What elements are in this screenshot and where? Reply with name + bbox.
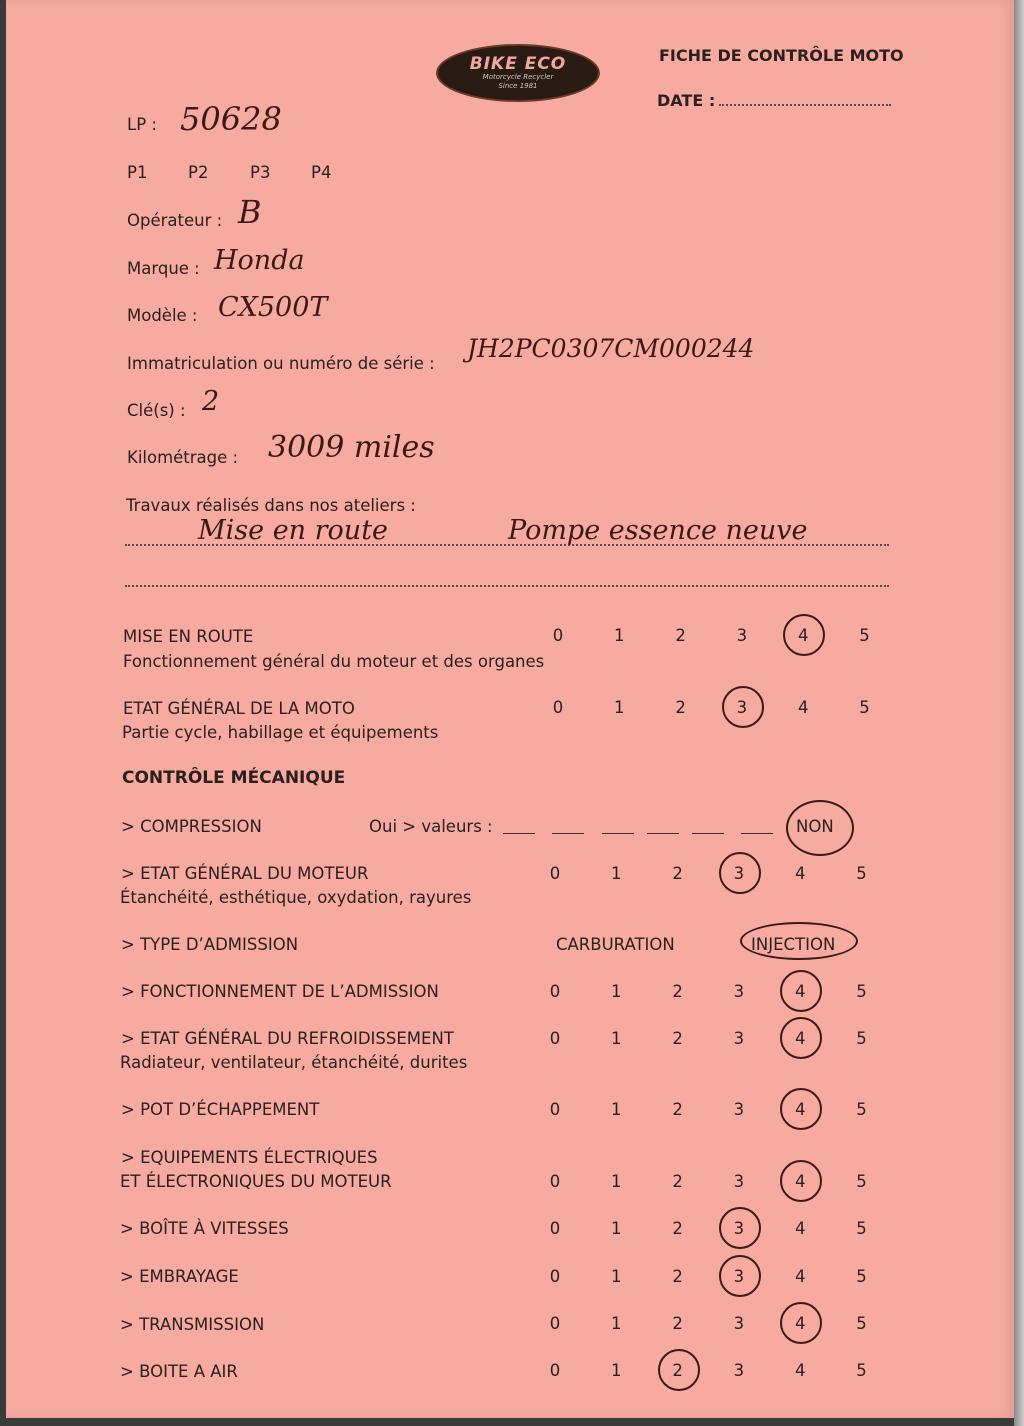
travaux-value-2: Pompe essence neuve	[508, 515, 808, 546]
compression-value-6[interactable]	[741, 833, 773, 834]
transmission-option-5[interactable]: 5	[856, 1314, 867, 1333]
travaux-value-1: Mise en route	[198, 515, 389, 546]
transmission-option-3[interactable]: 3	[733, 1314, 745, 1333]
refroidissement-option-0[interactable]: 0	[549, 1029, 561, 1048]
boite-air-option-5[interactable]: 5	[856, 1361, 867, 1380]
refroidissement-option-2[interactable]: 2	[672, 1029, 683, 1048]
boite-air-title: > BOITE A AIR	[120, 1362, 238, 1381]
moteur-option-5[interactable]: 5	[856, 864, 867, 883]
embrayage-title: > EMBRAYAGE	[120, 1267, 239, 1286]
compression-label: > COMPRESSION	[121, 817, 262, 836]
electrique-option-0[interactable]: 0	[549, 1172, 561, 1191]
marque-label: Marque :	[127, 259, 200, 278]
marque-value[interactable]: Honda	[214, 245, 305, 276]
operateur-label: Opérateur :	[127, 211, 223, 230]
admission-type-label: > TYPE D’ADMISSION	[121, 935, 299, 954]
moteur-option-0[interactable]: 0	[549, 864, 561, 883]
boite-vitesses-selected-circle	[719, 1207, 761, 1249]
moteur-subtitle: Étanchéité, esthétique, oxydation, rayures	[120, 888, 472, 907]
boite-vitesses-option-1[interactable]: 1	[611, 1219, 622, 1238]
compression-value-5[interactable]	[692, 833, 724, 834]
embrayage-option-1[interactable]: 1	[611, 1267, 622, 1286]
electrique-subtitle: ET ÉLECTRONIQUES DU MOTEUR	[120, 1172, 392, 1191]
modele-value[interactable]: CX500T	[218, 292, 328, 323]
admission-option-2[interactable]: 2	[672, 982, 683, 1001]
transmission-title: > TRANSMISSION	[120, 1315, 265, 1334]
mise-en-route-option-3[interactable]: 3	[736, 626, 748, 645]
echappement-option-3[interactable]: 3	[733, 1100, 745, 1119]
admission-carburation[interactable]: CARBURATION	[556, 935, 675, 954]
logo-tagline: Motorcycle Recycler	[482, 73, 554, 81]
echappement-selected-circle	[780, 1088, 822, 1130]
electrique-option-1[interactable]: 1	[611, 1172, 622, 1191]
admission-option-5[interactable]: 5	[856, 982, 867, 1001]
mise-en-route-selected-circle	[783, 614, 825, 656]
compression-non-label[interactable]: NON	[796, 817, 834, 836]
compression-value-2[interactable]	[552, 833, 584, 834]
mise-en-route-option-1[interactable]: 1	[614, 626, 625, 645]
moteur-option-1[interactable]: 1	[611, 864, 622, 883]
echappement-title: > POT D’ÉCHAPPEMENT	[121, 1100, 320, 1119]
admission-option-3[interactable]: 3	[733, 982, 745, 1001]
boite-air-option-4[interactable]: 4	[794, 1361, 806, 1380]
cles-value[interactable]: 2	[202, 386, 220, 417]
boite-vitesses-title: > BOÎTE À VITESSES	[120, 1219, 289, 1238]
position-p4[interactable]: P4	[311, 163, 332, 182]
travaux-line-2[interactable]	[125, 585, 889, 587]
boite-vitesses-option-5[interactable]: 5	[856, 1219, 867, 1238]
admission-injection[interactable]: INJECTION	[751, 935, 836, 954]
electrique-option-2[interactable]: 2	[672, 1172, 683, 1191]
admission-option-1[interactable]: 1	[611, 982, 622, 1001]
electrique-option-5[interactable]: 5	[856, 1172, 867, 1191]
cles-label: Clé(s) :	[127, 401, 186, 420]
moteur-title: > ETAT GÉNÉRAL DU MOTEUR	[121, 864, 369, 883]
date-field[interactable]	[719, 104, 891, 106]
position-p2[interactable]: P2	[188, 163, 209, 182]
embrayage-option-5[interactable]: 5	[856, 1267, 867, 1286]
admission-option-4[interactable]: 4	[794, 982, 806, 1001]
echappement-option-2[interactable]: 2	[672, 1100, 683, 1119]
mise-en-route-option-5[interactable]: 5	[859, 626, 870, 645]
mise-en-route-title: MISE EN ROUTE	[123, 627, 254, 646]
embrayage-option-3[interactable]: 3	[733, 1267, 745, 1286]
admission-selected-circle	[780, 970, 822, 1012]
refroidissement-title: > ETAT GÉNÉRAL DU REFROIDISSEMENT	[121, 1029, 454, 1048]
bike-eco-logo	[436, 44, 600, 102]
operateur-value[interactable]: B	[238, 193, 262, 231]
kilometrage-label: Kilométrage :	[127, 448, 239, 467]
boite-vitesses-option-4[interactable]: 4	[794, 1219, 806, 1238]
moteur-selected-circle	[719, 852, 761, 894]
page-edge	[1014, 0, 1024, 1426]
travaux-label: Travaux réalisés dans nos ateliers :	[126, 496, 416, 515]
compression-value-3[interactable]	[602, 833, 634, 834]
modele-label: Modèle :	[127, 306, 198, 325]
etat-moto-option-0[interactable]: 0	[552, 698, 564, 717]
etat-moto-option-5[interactable]: 5	[859, 698, 870, 717]
refroidissement-option-3[interactable]: 3	[733, 1029, 745, 1048]
admission-title: > FONCTIONNEMENT DE L’ADMISSION	[121, 982, 439, 1001]
logo-brand: BIKE ECO	[469, 54, 567, 74]
etat-moto-subtitle: Partie cycle, habillage et équipements	[122, 723, 439, 742]
etat-moto-option-1[interactable]: 1	[614, 698, 625, 717]
transmission-option-0[interactable]: 0	[549, 1314, 561, 1333]
boite-air-option-1[interactable]: 1	[611, 1361, 622, 1380]
boite-air-option-3[interactable]: 3	[733, 1361, 745, 1380]
position-p1[interactable]: P1	[127, 163, 148, 182]
position-p3[interactable]: P3	[250, 163, 271, 182]
kilometrage-value[interactable]: 3009 miles	[268, 430, 435, 465]
mise-en-route-subtitle: Fonctionnement général du moteur et des organes	[123, 652, 545, 671]
refroidissement-selected-circle	[780, 1017, 822, 1059]
logo-since: Since 1981	[498, 82, 538, 90]
compression-non-circle	[786, 800, 854, 856]
transmission-option-2[interactable]: 2	[672, 1314, 683, 1333]
admission-option-0[interactable]: 0	[549, 982, 561, 1001]
refroidissement-option-1[interactable]: 1	[611, 1029, 622, 1048]
compression-value-1[interactable]	[503, 833, 535, 834]
moteur-option-4[interactable]: 4	[794, 864, 806, 883]
etat-moto-title: ETAT GÉNÉRAL DE LA MOTO	[123, 699, 355, 718]
boite-vitesses-option-3[interactable]: 3	[733, 1219, 745, 1238]
boite-air-option-0[interactable]: 0	[549, 1361, 561, 1380]
moteur-option-2[interactable]: 2	[672, 864, 683, 883]
etat-moto-option-3[interactable]: 3	[736, 698, 748, 717]
lp-value[interactable]: 50628	[180, 100, 282, 138]
echappement-option-4[interactable]: 4	[794, 1100, 806, 1119]
transmission-selected-circle	[780, 1302, 822, 1344]
refroidissement-subtitle: Radiateur, ventilateur, étanchéité, durites	[120, 1053, 468, 1072]
mise-en-route-option-0[interactable]: 0	[552, 626, 564, 645]
boite-vitesses-option-2[interactable]: 2	[672, 1219, 683, 1238]
boite-air-option-2[interactable]: 2	[672, 1361, 683, 1380]
transmission-option-4[interactable]: 4	[794, 1314, 806, 1333]
lp-label: LP :	[127, 115, 157, 134]
electrique-title: > EQUIPEMENTS ÉLECTRIQUES	[121, 1148, 378, 1167]
embrayage-option-2[interactable]: 2	[672, 1267, 683, 1286]
etat-moto-selected-circle	[722, 686, 764, 728]
boite-vitesses-option-0[interactable]: 0	[549, 1219, 561, 1238]
echappement-option-1[interactable]: 1	[611, 1100, 622, 1119]
electrique-option-4[interactable]: 4	[794, 1172, 806, 1191]
refroidissement-option-4[interactable]: 4	[794, 1029, 806, 1048]
admission-injection-circle	[740, 922, 858, 960]
immat-value[interactable]: JH2PC0307CM000244	[467, 334, 755, 363]
form-sheet	[6, 0, 1014, 1418]
immat-label: Immatriculation ou numéro de série :	[127, 354, 435, 373]
echappement-option-0[interactable]: 0	[549, 1100, 561, 1119]
etat-moto-option-4[interactable]: 4	[797, 698, 809, 717]
compression-value-4[interactable]	[647, 833, 679, 834]
transmission-option-1[interactable]: 1	[611, 1314, 622, 1333]
etat-moto-option-2[interactable]: 2	[675, 698, 686, 717]
mise-en-route-option-2[interactable]: 2	[675, 626, 686, 645]
embrayage-option-0[interactable]: 0	[549, 1267, 561, 1286]
echappement-option-5[interactable]: 5	[856, 1100, 867, 1119]
date-label: DATE :	[657, 91, 716, 110]
compression-oui-label: Oui > valeurs :	[369, 817, 493, 836]
mise-en-route-option-4[interactable]: 4	[797, 626, 809, 645]
electrique-option-3[interactable]: 3	[733, 1172, 745, 1191]
boite-air-selected-circle	[658, 1349, 700, 1391]
moteur-option-3[interactable]: 3	[733, 864, 745, 883]
form-title: FICHE DE CONTRÔLE MOTO	[659, 46, 904, 65]
electrique-selected-circle	[780, 1160, 822, 1202]
embrayage-selected-circle	[719, 1255, 761, 1297]
controle-mecanique-title: CONTRÔLE MÉCANIQUE	[122, 768, 346, 788]
refroidissement-option-5[interactable]: 5	[856, 1029, 867, 1048]
embrayage-option-4[interactable]: 4	[794, 1267, 806, 1286]
